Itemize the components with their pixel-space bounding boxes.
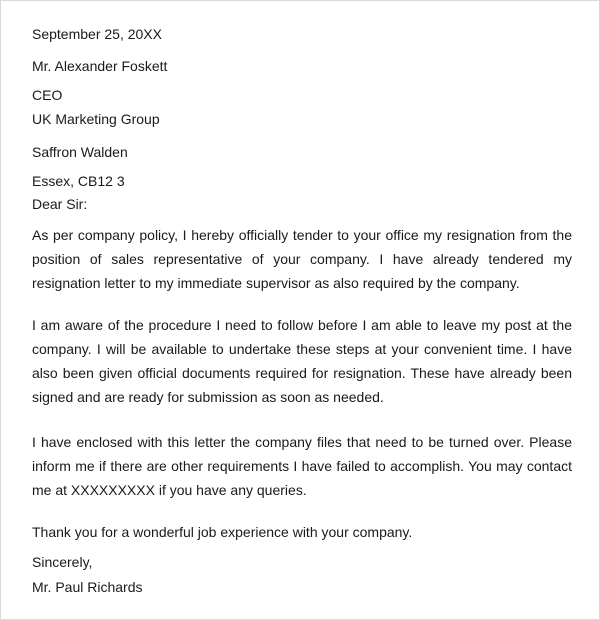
recipient-region-postcode: Essex, CB12 3	[32, 173, 125, 189]
recipient-name: Mr. Alexander Foskett	[32, 58, 168, 74]
body-paragraph-4: Thank you for a wonderful job experience with your company.	[32, 524, 413, 540]
body-paragraph-1: As per company policy, I hereby officially tender to your office my resignation from the position of sales representative of your company. I have already tendered my resignation letter to my immediate supervisor as also required by the company.	[32, 227, 572, 291]
letter-date: September 25, 20XX	[32, 26, 162, 42]
signature-name: Mr. Paul Richards	[32, 579, 143, 595]
recipient-company: UK Marketing Group	[32, 111, 160, 127]
recipient-title: CEO	[32, 87, 63, 103]
salutation: Dear Sir:	[32, 196, 88, 212]
body-paragraph-3: I have enclosed with this letter the company files that need to be turned over. Please inform me if there are other requirements I have failed to accomplish. You may contact me at XXXXXXXXX if you have any queries.	[32, 434, 572, 498]
closing: Sincerely,	[32, 554, 93, 570]
body-paragraph-2: I am aware of the procedure I need to follow before I am able to leave my post at the company. I will be available to undertake these steps at your convenient time. I have also been given official documents required for resignation. These have already been signed and are ready for submission as soon as needed.	[32, 317, 572, 405]
recipient-city: Saffron Walden	[32, 144, 128, 160]
